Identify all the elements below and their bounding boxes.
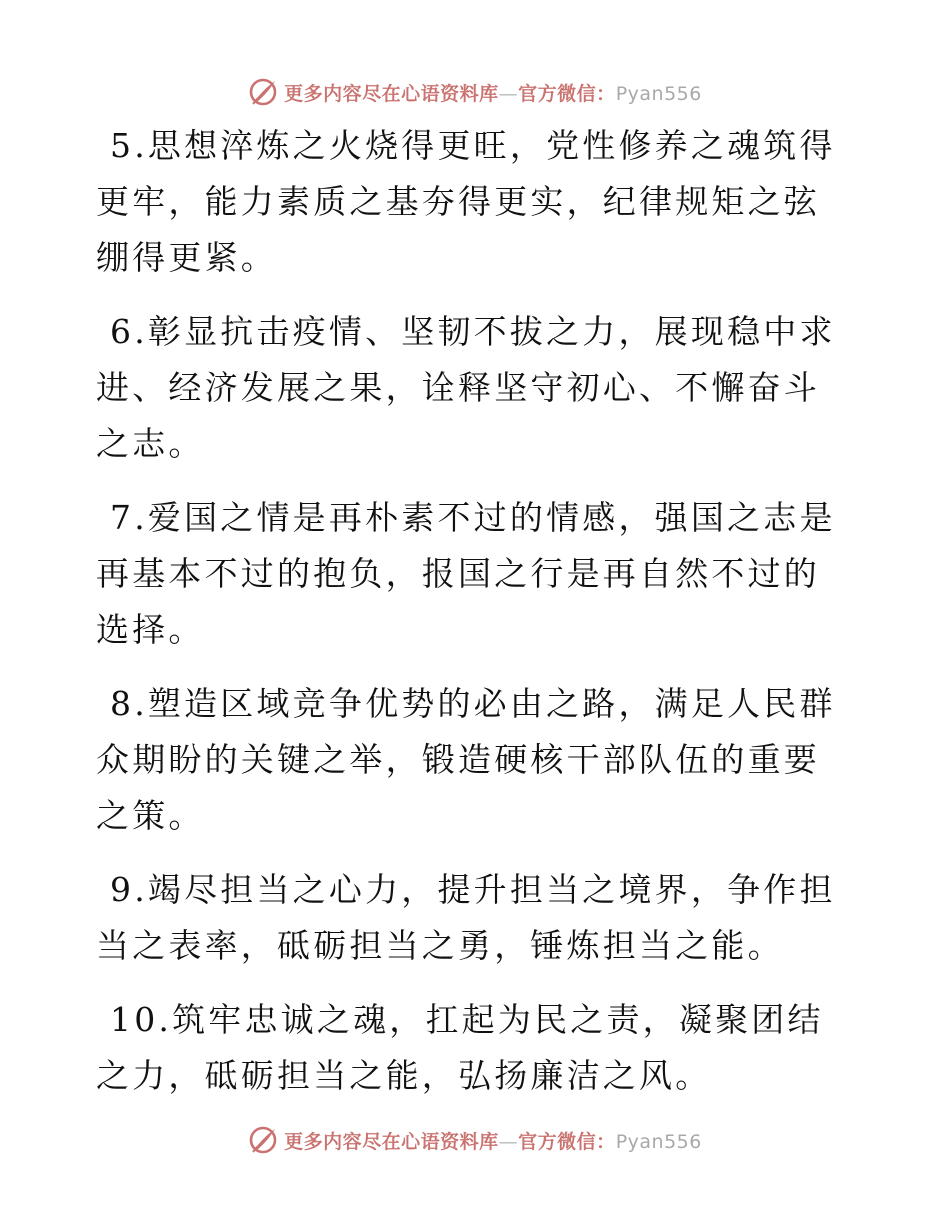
footer-brand: 更多内容尽在心语资料库 (284, 1130, 499, 1153)
footer-banner-text (284, 1127, 702, 1154)
document-body (96, 118, 856, 1122)
paragraph-9: 9.竭尽担当之心力，提升担当之境界，争作担当之表率，砥砺担当之勇，锤炼担当之能。 (96, 870, 836, 965)
header-banner (0, 70, 950, 114)
paragraph-10: 10.筑牢忠诚之魂，扛起为民之责，凝聚团结之力，砥砺担当之能，弘扬廉洁之风。 (96, 1000, 824, 1095)
paragraph-5: 5.思想淬炼之火烧得更旺，党性修养之魂筑得更牢，能力素质之基夯得更实，纪律规矩之弦绷得更紧。 (96, 126, 836, 277)
quill-pen-logo-icon (248, 1125, 278, 1155)
header-brand: 更多内容尽在心语资料库 (284, 82, 499, 105)
quill-pen-logo-icon (248, 77, 278, 107)
header-separator: — (498, 82, 519, 105)
paragraph-6: 6.彰显抗击疫情、坚韧不拔之力，展现稳中求进、经济发展之果，诠释坚守初心、不懈奋斗之志。 (96, 312, 836, 463)
header-wechat-label: 官方微信： (518, 82, 616, 105)
footer-wechat-id: Pyan556 (615, 1130, 702, 1153)
paragraph-8: 8.塑造区域竞争优势的必由之路，满足人民群众期盼的关键之举，锻造硬核干部队伍的重要之策。 (96, 684, 836, 835)
footer-separator: — (498, 1130, 519, 1153)
footer-banner (0, 1118, 950, 1162)
paragraph-7: 7.爱国之情是再朴素不过的情感，强国之志是再基本不过的抱负，报国之行是再自然不过的选择。 (96, 498, 836, 649)
header-banner-text (284, 79, 702, 106)
footer-wechat-label: 官方微信： (518, 1130, 616, 1153)
header-wechat-id: Pyan556 (615, 82, 702, 105)
